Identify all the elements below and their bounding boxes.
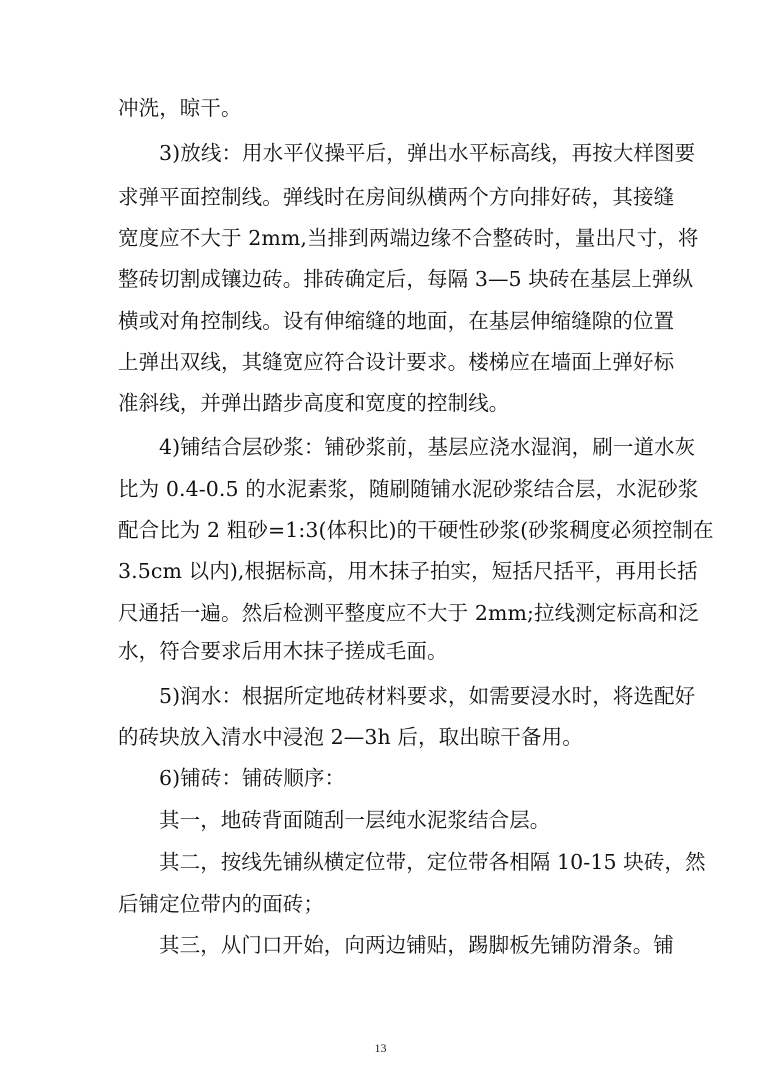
text-line: 比为 0.4-0.5 的水泥素浆，随刷随铺水泥砂浆结合层，水泥砂浆 bbox=[118, 477, 699, 501]
text-line: 尺通括一遍。然后检测平整度应不大于 2mm;拉线测定标高和泛 bbox=[118, 601, 699, 625]
text-line: 其三，从门口开始，向两边铺贴，踢脚板先铺防滑条。铺 bbox=[159, 933, 674, 957]
text-line: 其一，地砖背面随刮一层纯水泥浆结合层。 bbox=[159, 808, 551, 832]
text-line: 其二，按线先铺纵横定位带，定位带各相隔 10-15 块砖，然 bbox=[159, 850, 706, 874]
text-line: 准斜线，并弹出踏步高度和宽度的控制线。 bbox=[118, 391, 510, 415]
text-line: 后铺定位带内的面砖； bbox=[118, 892, 324, 916]
text-line: 水，符合要求后用木抹子搓成毛面。 bbox=[118, 639, 448, 663]
text-line: 横或对角控制线。设有伸缩缝的地面，在基层伸缩缝隙的位置 bbox=[118, 309, 675, 333]
text-line: 整砖切割成镶边砖。排砖确定后，每隔 3—5 块砖在基层上弹纵 bbox=[118, 267, 694, 291]
text-line: 的砖块放入清水中浸泡 2—3h 后，取出晾干备用。 bbox=[118, 725, 583, 749]
text-line: 3)放线：用水平仪操平后，弹出水平标高线，再按大样图要 bbox=[159, 141, 696, 165]
text-line: 求弹平面控制线。弹线时在房间纵横两个方向排好砖，其接缝 bbox=[118, 185, 675, 209]
page-number: 13 bbox=[374, 1041, 387, 1055]
text-line: 4)铺结合层砂浆：铺砂浆前，基层应浇水湿润，刷一道水灰 bbox=[159, 435, 696, 459]
text-line: 宽度应不大于 2mm,当排到两端边缘不合整砖时，量出尺寸，将 bbox=[118, 226, 699, 250]
text-line: 3.5cm 以内),根据标高，用木抹子拍实，短括尺括平，再用长括 bbox=[118, 559, 698, 583]
text-line: 5)润水：根据所定地砖材料要求，如需要浸水时，将选配好 bbox=[159, 684, 696, 708]
text-line: 6)铺砖：铺砖顺序： bbox=[159, 766, 346, 790]
text-line: 上弹出双线，其缝宽应符合设计要求。楼梯应在墙面上弹好标 bbox=[118, 350, 675, 374]
text-line: 冲洗，晾干。 bbox=[118, 96, 242, 120]
text-line: 配合比为 2 粗砂=1:3(体积比)的干硬性砂浆(砂浆稠度必须控制在 bbox=[118, 518, 714, 542]
